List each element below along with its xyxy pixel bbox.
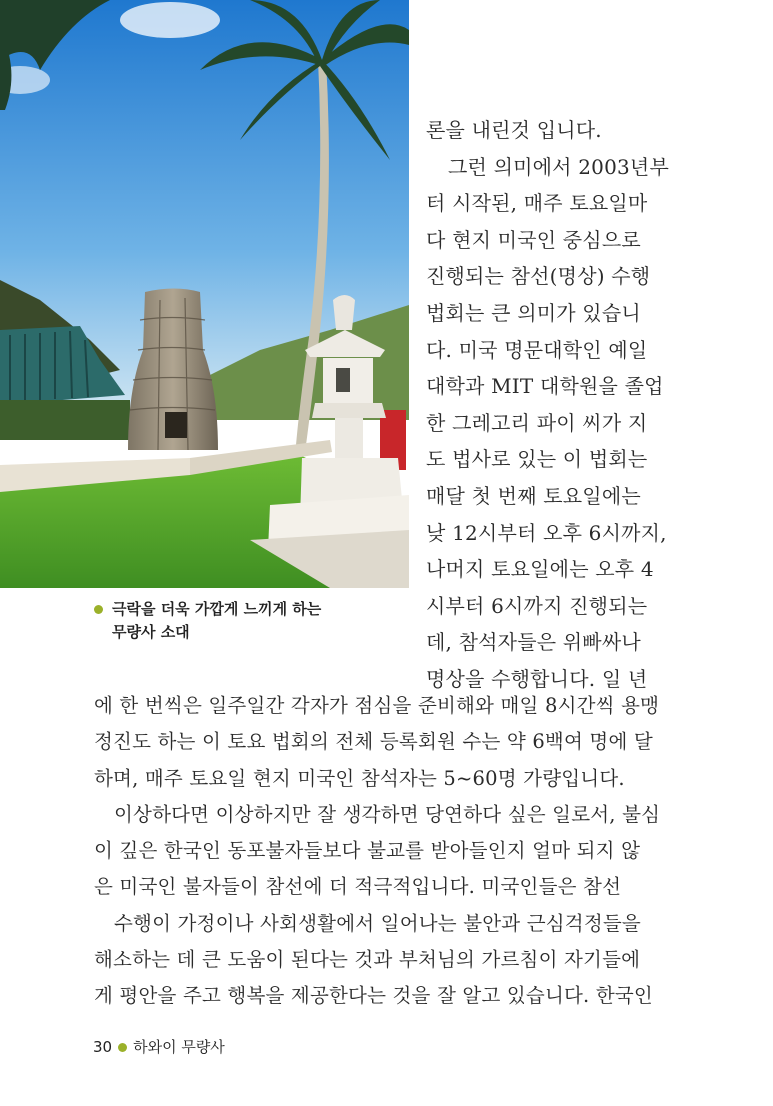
text-line: 에 한 번씩은 일주일간 각자가 점심을 준비해와 매일 8시간씩 용맹 — [94, 694, 660, 717]
text-line: 매달 첫 번째 토요일에는 — [426, 483, 641, 508]
text-line: 정진도 하는 이 토요 법회의 전체 등록회원 수는 약 6백여 명에 달 — [94, 730, 653, 754]
running-title: 하와이 무량사 — [133, 1038, 225, 1056]
sodae-opening — [165, 412, 187, 438]
caption-bullet-icon — [94, 605, 103, 614]
text-line: 게 평안을 주고 행복을 제공한다는 것을 잘 알고 있습니다. 한국인 — [94, 984, 653, 1008]
text-line: 터 시작된, 매주 토요일마 — [426, 191, 648, 216]
side-column-text — [426, 112, 678, 698]
caption-line: 극락을 더욱 가깝게 느끼게 하는 — [112, 600, 322, 618]
text-line: 해소하는 데 큰 도움이 된다는 것과 부처님의 가르침이 자기들에 — [94, 948, 641, 972]
temple-garden-photo — [0, 0, 409, 588]
text-line: 시부터 6시까지 진행되는 — [426, 593, 648, 618]
text-line: 다 현지 미국인 중심으로 — [426, 227, 641, 252]
footer-bullet-icon — [118, 1043, 127, 1052]
text-line: 그런 의미에서 2003년부 — [448, 154, 669, 179]
text-line: 명상을 수행합니다. 일 년 — [426, 666, 648, 691]
text-line: 하며, 매주 토요일 현지 미국인 참석자는 5~60명 가량입니다. — [94, 766, 625, 790]
text-line: 은 미국인 불자들이 참선에 더 적극적입니다. 미국인들은 참선 — [94, 875, 622, 899]
page-footer — [93, 1036, 225, 1057]
photo-illustration — [0, 0, 409, 588]
text-line: 이 깊은 한국인 동포불자들보다 불교를 받아들인지 얼마 되지 않 — [94, 839, 641, 863]
cloud — [120, 2, 220, 38]
shrubs — [0, 400, 130, 440]
text-line: 이상하다면 이상하지만 잘 생각하면 당연하다 싶은 일로서, 불심 — [114, 802, 661, 826]
full-width-text — [94, 688, 684, 1015]
text-line: 다. 미국 명문대학인 예일 — [426, 337, 648, 362]
text-line: 도 법사로 있는 이 법회는 — [426, 447, 648, 472]
text-line: 론을 내린것 입니다. — [426, 118, 602, 142]
text-line: 나머지 토요일에는 오후 4 — [426, 557, 654, 582]
text-line: 데, 참석자들은 위빠싸나 — [426, 630, 641, 655]
text-line: 법회는 큰 의미가 있습니 — [426, 300, 641, 325]
photo-caption — [94, 598, 404, 644]
text-line: 대학과 MIT 대학원을 졸업 — [426, 374, 664, 399]
text-line: 수행이 가정이나 사회생활에서 일어나는 불안과 근심걱정들을 — [114, 911, 641, 935]
caption-line: 무량사 소대 — [112, 623, 190, 641]
text-line: 한 그레고리 파이 씨가 지 — [426, 410, 648, 435]
text-line: 진행되는 참선(명상) 수행 — [426, 264, 651, 289]
text-line: 낮 12시부터 오후 6시까지, — [426, 520, 667, 545]
page-number: 30 — [93, 1038, 113, 1056]
